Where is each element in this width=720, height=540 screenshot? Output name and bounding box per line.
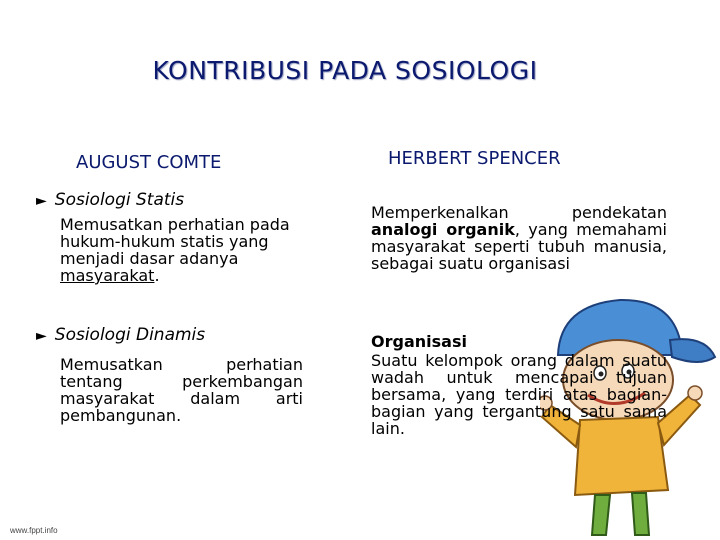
analogi-organik-text: analogi organik: [371, 220, 515, 239]
statis-text: Memusatkan perhatian pada hukum-hukum statis yang menjadi dasar adanya: [60, 215, 290, 268]
slide-title: KONTRIBUSI PADA SOSIOLOGI: [152, 56, 538, 85]
sosiologi-dinamis-bullet: [36, 325, 205, 345]
statis-description: [60, 216, 305, 284]
spencer-description: [371, 204, 667, 272]
bullet-title-text: Sosiologi Statis: [54, 190, 185, 210]
organisasi-title: Organisasi: [371, 332, 467, 351]
organisasi-description: Suatu kelompok orang dalam suatu wadah untuk mencapai tujuan bersama, yang terdiri atas bagian-bagian yang tergantung satu sama lain.: [371, 351, 667, 438]
sosiologi-statis-bullet: [36, 190, 184, 210]
bullet-title-text: Sosiologi Dinamis: [54, 325, 206, 345]
spencer-text-b: , yang memahami masyarakat seperti tubuh manusia, sebagai suatu organisasi: [371, 220, 667, 273]
statis-text-end: .: [154, 266, 160, 285]
triangle-bullet-icon: ►: [36, 193, 47, 209]
spencer-text-a: Memperkenalkan pendekatan: [371, 203, 667, 222]
masyarakat-link[interactable]: masyarakat: [60, 266, 155, 285]
dinamis-description: Memusatkan perhatian tentang perkembangan masyarakat dalam arti pembangunan.: [60, 355, 303, 425]
footer-url: www.fppt.info: [10, 526, 58, 535]
august-comte-heading: AUGUST COMTE: [76, 152, 222, 173]
herbert-spencer-heading: HERBERT SPENCER: [388, 148, 561, 169]
triangle-bullet-icon: ►: [36, 328, 47, 344]
